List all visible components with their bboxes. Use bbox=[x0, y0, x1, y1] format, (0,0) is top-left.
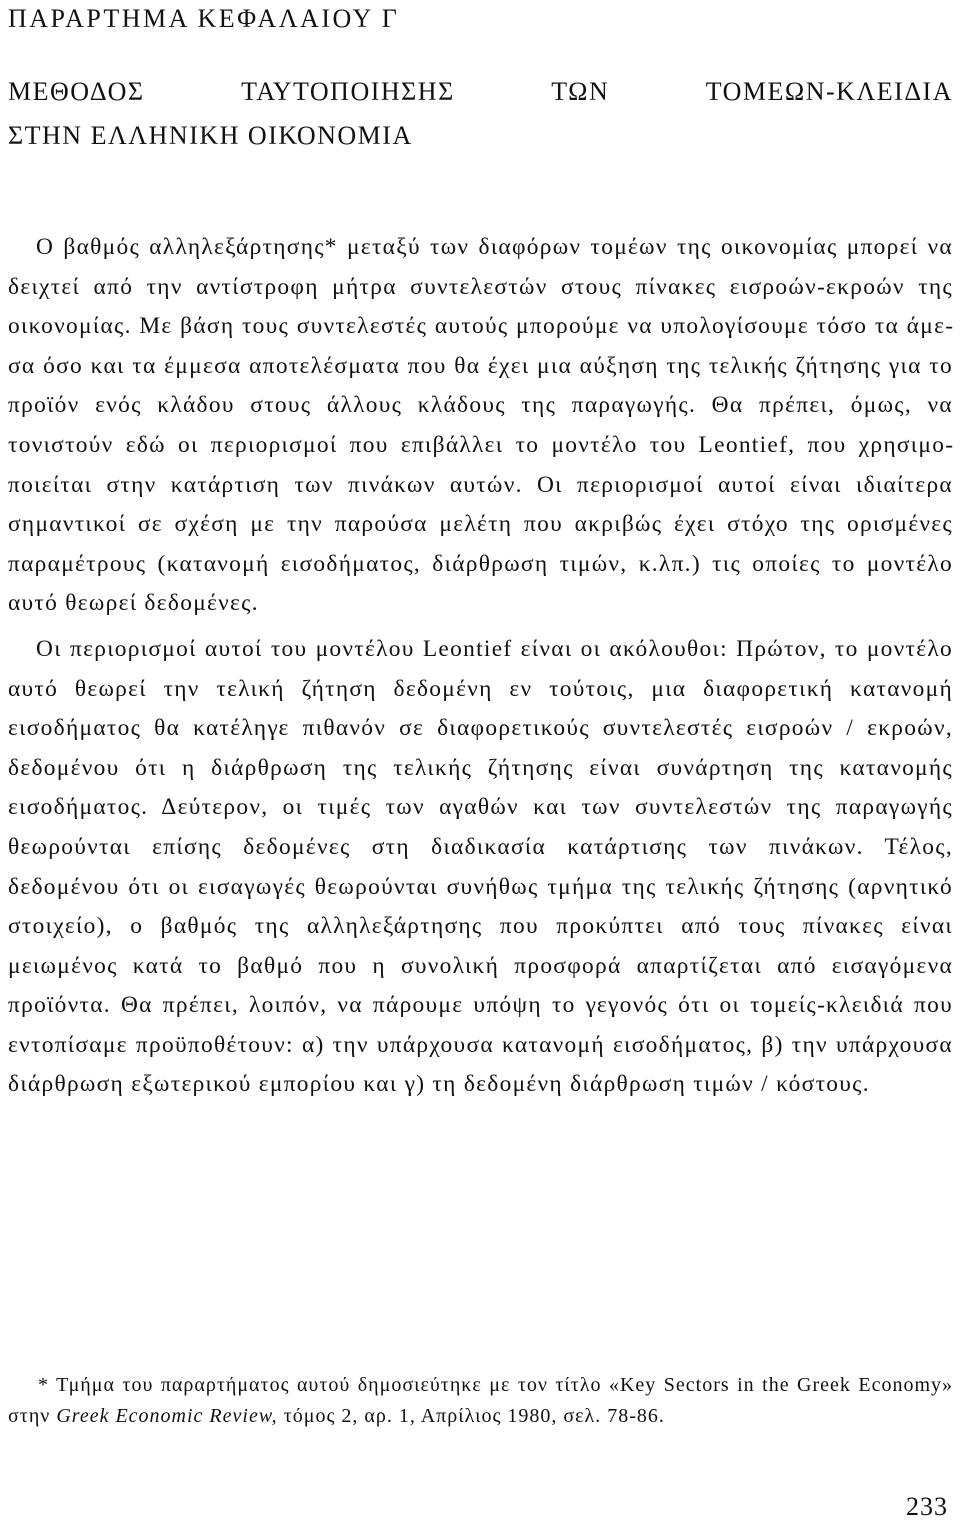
section-title bbox=[8, 70, 953, 158]
footnote-text-after: τόμος 2, αρ. 1, Απρίλιος 1980, σελ. 78-86. bbox=[277, 1405, 665, 1427]
section-title-line-2: ΣΤΗΝ ΕΛΛΗΝΙΚΗ ΟΙΚΟΝΟΜΙΑ bbox=[8, 121, 413, 150]
footnote-text-before: * Τμήμα του παραρτήματος αυτού δημοσιεύτηκε με τον τίτλο «Key Sectors in the Greek Economy» στην bbox=[8, 1374, 953, 1427]
footnote-text bbox=[8, 1370, 953, 1432]
footnote bbox=[8, 1370, 953, 1432]
body-text bbox=[8, 228, 953, 1105]
appendix-title: ΠΑΡΑΡΤΗΜΑ ΚΕΦΑΛΑΙΟΥ Γ bbox=[8, 4, 400, 33]
footnote-journal: Greek Economic Review, bbox=[56, 1405, 278, 1427]
body-paragraph-1: Ο βαθμός αλληλεξάρτησης* μεταξύ των διαφόρων τομέων της οικονομίας μπορεί να δειχτεί από την αντίστροφη μήτρα συντελεστών στους πίνακες εισροών-εκροών της οικονομίας. Με βάση τους συντελεστές αυτούς μπορούμε να υπολογίσουμε τόσο τα άμεσα όσο και τα έμμεσα αποτελέσματα που θα έχει μια αύξηση της τελικής ζήτησης για το προϊόν ενός κλάδου στους άλλους κλάδους της παραγωγής. Θα πρέπει, όμως, να τονιστούν εδώ οι περιορισμοί που επιβάλλει το μοντέλο του Leontief, που χρησιμοποιείται στην κατάρτιση των πινάκων αυτών. Οι περιορισμοί αυτοί είναι ιδιαίτερα σημαντικοί σε σχέση με την παρούσα μελέτη που ακριβώς έχει στόχο της ορισμένες παραμέτρους (κατανομή εισοδήματος, διάρθρωση τιμών, κ.λπ.) τις οποίες το μοντέλο αυτό θεωρεί δεδομένες. bbox=[8, 234, 953, 617]
page-number: 233 bbox=[906, 1492, 948, 1521]
section-title-line-1: ΜΕΘΟΔΟΣ ΤΑΥΤΟΠΟΙΗΣΗΣ ΤΩΝ ΤΟΜΕΩΝ-ΚΛΕΙΔΙΑ bbox=[8, 77, 953, 106]
body-paragraph-2: Οι περιορισμοί αυτοί του μοντέλου Leontief είναι οι ακόλουθοι: Πρώτον, το μοντέλο αυτό θεωρεί την τελική ζήτηση δεδομένη εν τούτοις, μια διαφορετική κατανομή εισοδήματος θα κατέληγε πιθανόν σε διαφορετικούς συντελεστές εισροών / εκροών, δεδομένου ότι η διάρθρωση της τελικής ζήτησης είναι συνάρτηση της κατανομής εισοδήματος. Δεύτερον, οι τιμές των αγαθών και των συντελεστών της παραγωγής θεωρούνται επίσης δεδομένες στη διαδικασία κατάρτισης των πινάκων. Τέλος, δεδομένου ότι οι εισαγωγές θεωρούνται συνήθως τμήμα της τελικής ζήτησης (αρνητικό στοιχείο), ο βαθμός της αλληλεξάρτησης που προκύπτει από τους πίνακες είναι μειωμένος κατά το βαθμό που η συνολική προσφορά απαρτίζεται από εισαγόμενα προϊόντα. Θα πρέπει, λοιπόν, να πάρουμε υπόψη το γεγονός ότι οι τομείς-κλειδιά που εντοπίσαμε προϋποθέτουν: α) την υπάρχουσα κατανομή εισοδήματος, β) την υπάρχουσα διάρθρωση εξωτερικού εμπορίου και γ) τη δεδομένη διάρθρωση τιμών / κόστους. bbox=[8, 635, 953, 1098]
